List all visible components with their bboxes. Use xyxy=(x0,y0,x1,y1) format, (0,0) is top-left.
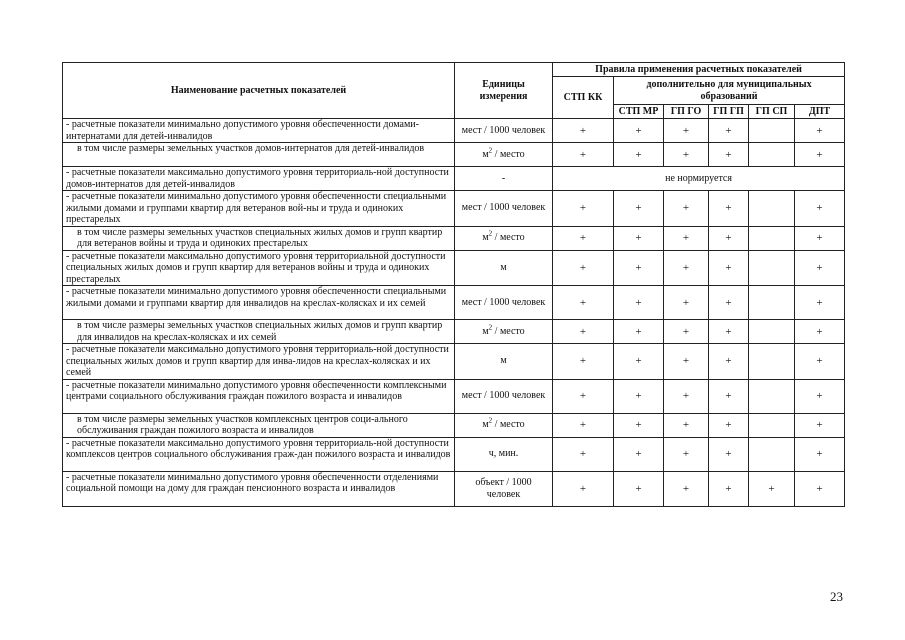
applicability-mark: + xyxy=(614,471,664,506)
applicability-mark: + xyxy=(709,119,749,143)
unit-suffix: / место xyxy=(492,148,525,160)
table-row xyxy=(63,344,845,380)
table-row xyxy=(63,379,845,413)
indicator-unit: м xyxy=(455,344,553,380)
applicability-mark: + xyxy=(709,437,749,471)
applicability-mark: + xyxy=(795,379,845,413)
table-row xyxy=(63,143,845,167)
indicator-name: - расчетные показатели минимально допустимого уровня обеспеченности комплексными центрами социального обслуживания граждан пожилого возраста и инвалидов xyxy=(63,379,455,413)
applicability-mark xyxy=(749,344,795,380)
table-row xyxy=(63,413,845,437)
applicability-mark: + xyxy=(795,471,845,506)
applicability-mark: + xyxy=(614,286,664,320)
indicator-name: - расчетные показатели максимально допустимого уровня территориаль-ной доступности специальных жилых домов и групп квартир для инва-лидов на креслах-колясках и их семей xyxy=(63,344,455,380)
applicability-mark: + xyxy=(664,413,709,437)
unit-base: м xyxy=(482,325,489,337)
applicability-mark: + xyxy=(553,143,614,167)
applicability-mark: + xyxy=(614,320,664,344)
indicator-name: - расчетные показатели минимально допустимого уровня обеспеченности отделениями социальной помощи на дому для граждан пенсионного возраста и инвалидов xyxy=(63,471,455,506)
indicator-unit xyxy=(455,226,553,250)
unit-suffix: / место xyxy=(492,419,525,430)
applicability-mark: + xyxy=(795,437,845,471)
applicability-mark xyxy=(749,226,795,250)
table-row xyxy=(63,437,845,471)
applicability-mark xyxy=(749,437,795,471)
col-name-header: Наименование расчетных показателей xyxy=(63,63,455,119)
applicability-mark: + xyxy=(553,250,614,286)
indicator-unit: м xyxy=(455,250,553,286)
table-row xyxy=(63,119,845,143)
table-row xyxy=(63,250,845,286)
applicability-mark: + xyxy=(664,143,709,167)
applicability-mark: + xyxy=(749,471,795,506)
applicability-mark: + xyxy=(553,320,614,344)
applicability-mark xyxy=(749,379,795,413)
table-row xyxy=(63,191,845,227)
indicator-unit: мест / 1000 человек xyxy=(455,191,553,227)
applicability-mark: + xyxy=(614,413,664,437)
indicator-name: - расчетные показатели минимально допустимого уровня обеспеченности специальными жилыми домами и группами квартир для инвалидов на креслах-колясках и их семей xyxy=(63,286,455,320)
unit-base: м xyxy=(482,419,489,430)
indicator-unit xyxy=(455,413,553,437)
applicability-mark: + xyxy=(795,344,845,380)
applicability-mark: + xyxy=(664,119,709,143)
applicability-mark: + xyxy=(614,250,664,286)
applicability-mark: + xyxy=(553,286,614,320)
applicability-mark: + xyxy=(664,250,709,286)
applicability-mark: + xyxy=(709,143,749,167)
applicability-mark: + xyxy=(664,226,709,250)
applicability-mark: + xyxy=(709,286,749,320)
stp-kk-header: СТП КК xyxy=(553,77,614,119)
table-row xyxy=(63,286,845,320)
applicability-mark: + xyxy=(664,471,709,506)
applicability-mark: + xyxy=(795,413,845,437)
unit-suffix: / место xyxy=(492,232,525,243)
sub-header: ГП ГО xyxy=(664,105,709,119)
indicator-unit: мест / 1000 человек xyxy=(455,379,553,413)
applicability-mark: + xyxy=(795,320,845,344)
applicability-mark: + xyxy=(795,191,845,227)
indicator-name: - расчетные показатели минимально допустимого уровня обеспеченности домами-интернатами для детей-инвалидов xyxy=(63,119,455,143)
applicability-mark: + xyxy=(709,320,749,344)
applicability-mark: + xyxy=(664,437,709,471)
applicability-mark: + xyxy=(709,250,749,286)
indicator-unit xyxy=(455,320,553,344)
additional-header: дополнительно для муниципальных образований xyxy=(614,77,845,105)
applicability-mark xyxy=(749,413,795,437)
indicator-unit: - xyxy=(455,167,553,191)
sub-header: ГП СП xyxy=(749,105,795,119)
indicator-unit: ч, мин. xyxy=(455,437,553,471)
applicability-mark: + xyxy=(795,143,845,167)
applicability-mark: + xyxy=(664,379,709,413)
applicability-mark: + xyxy=(709,226,749,250)
unit-base: м xyxy=(482,148,489,160)
applicability-mark: + xyxy=(553,191,614,227)
applicability-mark: + xyxy=(614,437,664,471)
page-number: 23 xyxy=(830,589,843,604)
applicability-mark xyxy=(749,320,795,344)
indicator-name: в том числе размеры земельных участков специальных жилых домов и групп квартир для инвалидов на креслах-колясках и их семей xyxy=(63,320,455,344)
applicability-mark: + xyxy=(614,344,664,380)
applicability-mark xyxy=(749,286,795,320)
sub-header: ДПТ xyxy=(795,105,845,119)
applicability-mark: + xyxy=(709,191,749,227)
applicability-mark: + xyxy=(553,413,614,437)
applicability-mark: + xyxy=(553,437,614,471)
indicator-unit: мест / 1000 человек xyxy=(455,286,553,320)
applicability-mark: + xyxy=(664,191,709,227)
applicability-mark: + xyxy=(664,344,709,380)
applicability-mark: + xyxy=(553,226,614,250)
applicability-mark xyxy=(749,191,795,227)
unit-exponent: 2 xyxy=(488,229,493,238)
applicability-mark: + xyxy=(709,413,749,437)
table-row xyxy=(63,471,845,506)
table-row xyxy=(63,320,845,344)
table-row xyxy=(63,167,845,191)
unit-suffix: / место xyxy=(492,325,525,337)
unit-exponent: 2 xyxy=(488,146,493,155)
indicator-name: - расчетные показатели максимально допустимого уровня территориаль-ной доступности домов-интернатов для детей-инвалидов xyxy=(63,167,455,191)
applicability-mark: + xyxy=(553,471,614,506)
applicability-mark: + xyxy=(709,471,749,506)
sub-header: СТП МР xyxy=(614,105,664,119)
applicability-mark: + xyxy=(709,344,749,380)
applicability-mark: + xyxy=(795,286,845,320)
unit-exponent: 2 xyxy=(488,323,493,332)
applicability-mark: + xyxy=(795,226,845,250)
table-row xyxy=(63,226,845,250)
sub-header: ГП ГП xyxy=(709,105,749,119)
applicability-mark: + xyxy=(553,379,614,413)
applicability-mark xyxy=(749,143,795,167)
applicability-mark: + xyxy=(664,320,709,344)
indicator-name: - расчетные показатели максимально допустимого уровня территориальной доступности специальных жилых домов и групп квартир для ветеранов войны и труда и одиноких престарелых xyxy=(63,250,455,286)
unit-base: м xyxy=(482,232,489,243)
applicability-mark: + xyxy=(664,286,709,320)
applicability-mark: + xyxy=(795,119,845,143)
indicator-name: в том числе размеры земельных участков специальных жилых домов и групп квартир для ветеранов войны и труда и одиноких престарелых xyxy=(63,226,455,250)
applicability-mark: + xyxy=(553,119,614,143)
applicability-mark: + xyxy=(614,191,664,227)
indicator-name: в том числе размеры земельных участков комплексных центров соци-ального обслуживания граждан пожилого возраста и инвалидов xyxy=(63,413,455,437)
indicator-unit xyxy=(455,143,553,167)
applicability-mark: + xyxy=(614,143,664,167)
indicator-name: в том числе размеры земельных участков домов-интернатов для детей-инвалидов xyxy=(63,143,455,167)
indicator-unit: мест / 1000 человек xyxy=(455,119,553,143)
applicability-mark: + xyxy=(614,119,664,143)
applicability-mark: + xyxy=(614,379,664,413)
applicability-mark: + xyxy=(709,379,749,413)
indicator-name: - расчетные показатели максимально допустимого уровня территориаль-ной доступности комплексов центров социального обслуживания граж-дан пожилого возраста и инвалидов xyxy=(63,437,455,471)
not-normalized-cell: не нормируется xyxy=(553,167,845,191)
applicability-mark: + xyxy=(553,344,614,380)
applicability-mark xyxy=(749,250,795,286)
indicator-name: - расчетные показатели минимально допустимого уровня обеспеченности специальными жилыми домами и группами квартир для ветеранов вой-ны и труда и одиноких престарелых xyxy=(63,191,455,227)
unit-exponent: 2 xyxy=(488,416,493,425)
col-unit-header: Единицы измерения xyxy=(455,63,553,119)
rules-header: Правила применения расчетных показателей xyxy=(553,63,845,77)
applicability-mark xyxy=(749,119,795,143)
applicability-mark: + xyxy=(795,250,845,286)
indicator-unit: объект / 1000 человек xyxy=(455,471,553,506)
indicators-table xyxy=(62,62,845,507)
applicability-mark: + xyxy=(614,226,664,250)
